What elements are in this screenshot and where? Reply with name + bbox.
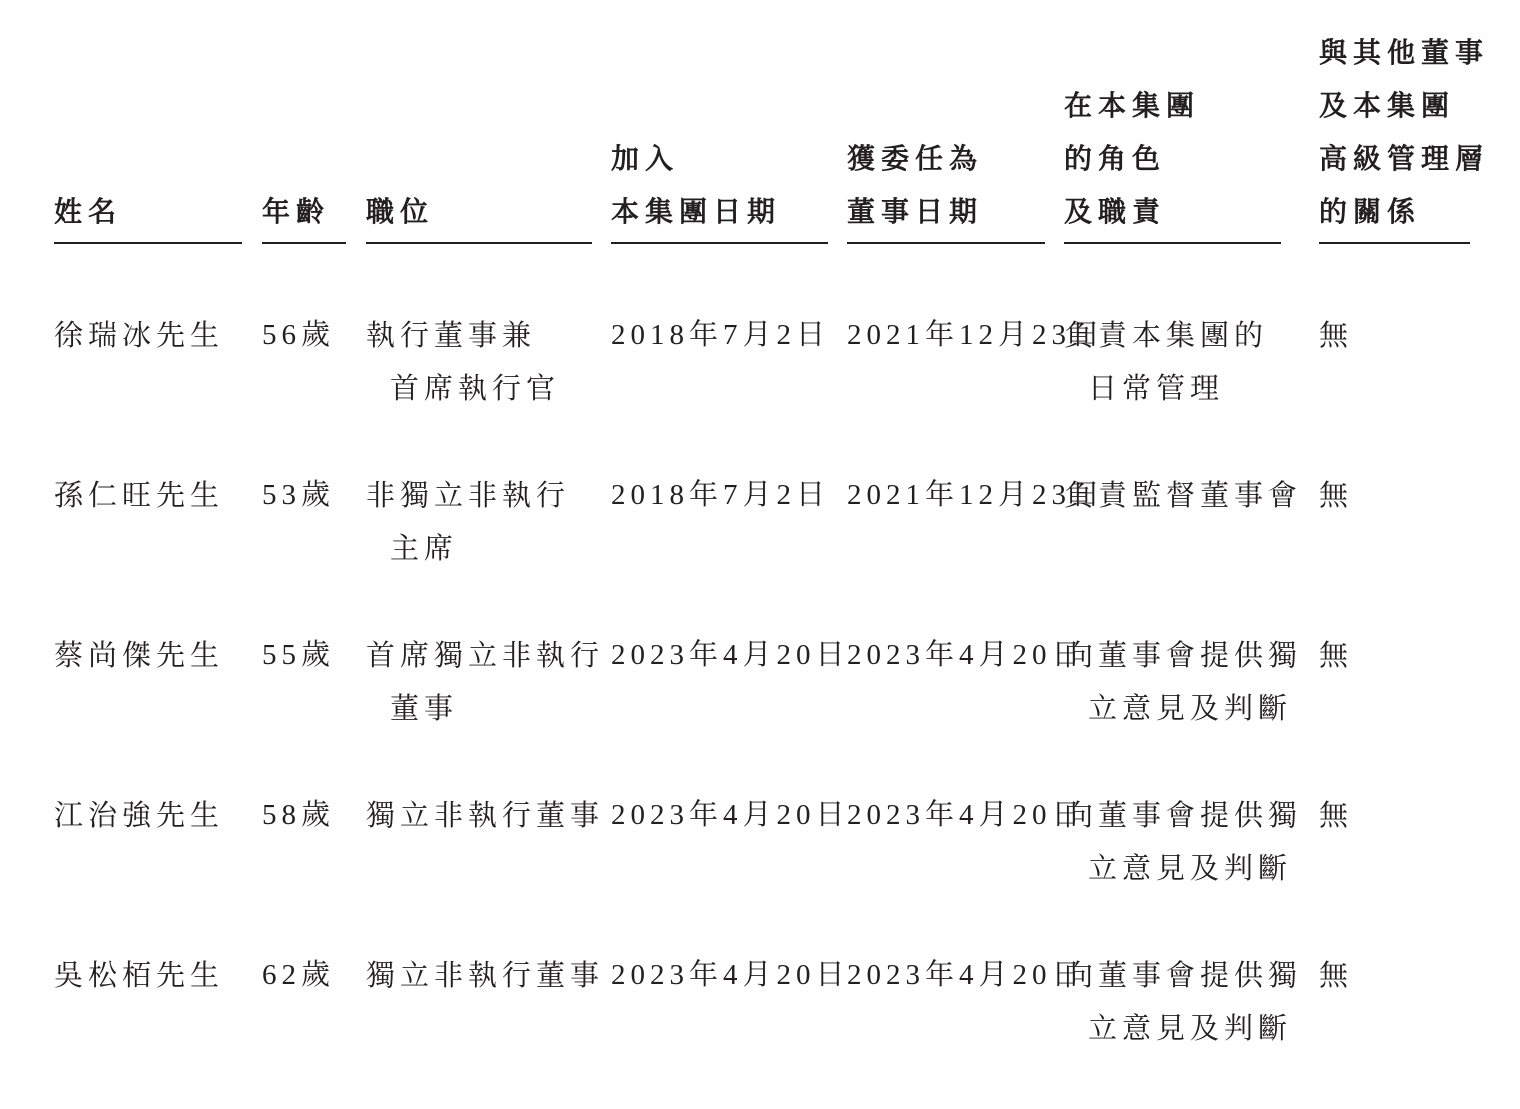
relationship-text: 無 xyxy=(1319,478,1354,512)
director-date-text: 2023年4月20日 xyxy=(847,959,1086,991)
header-name xyxy=(54,0,242,244)
cell-position xyxy=(366,949,604,1002)
position-line: 執行董事兼 xyxy=(366,318,537,352)
cell-join-date xyxy=(611,469,830,522)
position-line: 獨立非執行董事 xyxy=(366,958,605,992)
cell-age xyxy=(262,949,335,1002)
cell-role xyxy=(1064,629,1302,735)
position-line: 主席 xyxy=(390,531,459,565)
position-line: 獨立非執行董事 xyxy=(366,798,605,832)
cell-name xyxy=(54,789,224,842)
cell-relationship xyxy=(1319,309,1353,362)
header-line: 及職責 xyxy=(1064,195,1167,228)
cell-position xyxy=(366,309,560,415)
name-text: 江治強先生 xyxy=(54,798,225,832)
cell-position xyxy=(366,469,570,575)
name-text: 蔡尚傑先生 xyxy=(54,638,225,672)
age-text: 55歲 xyxy=(262,639,336,671)
cell-age xyxy=(262,789,335,842)
cell-role xyxy=(1064,309,1268,415)
header-line: 加入 xyxy=(611,142,680,175)
cell-position xyxy=(366,629,604,735)
cell-join-date xyxy=(611,949,850,1002)
cell-age xyxy=(262,469,335,522)
header-role xyxy=(1064,0,1281,244)
table-row xyxy=(0,949,1520,1109)
role-line: 立意見及判斷 xyxy=(1088,691,1293,725)
position-line: 首席執行官 xyxy=(390,371,561,405)
header-age xyxy=(262,0,346,244)
header-line: 的角色 xyxy=(1064,142,1167,175)
header-position xyxy=(366,0,592,244)
cell-age xyxy=(262,629,335,682)
role-line: 負責本集團的 xyxy=(1064,318,1269,352)
role-line: 立意見及判斷 xyxy=(1088,1011,1293,1045)
header-line: 獲委任為 xyxy=(847,142,984,175)
table-row xyxy=(0,629,1520,789)
header-line: 與其他董事 xyxy=(1319,36,1490,69)
header-director-date xyxy=(847,0,1045,244)
join-date-text: 2023年4月20日 xyxy=(611,639,850,671)
header-line: 高級管理層 xyxy=(1319,142,1490,175)
cell-age xyxy=(262,309,335,362)
position-line: 首席獨立非執行 xyxy=(366,638,605,672)
cell-role xyxy=(1064,949,1302,1055)
director-date-text: 2021年12月23日 xyxy=(847,479,1106,511)
join-date-text: 2023年4月20日 xyxy=(611,959,850,991)
cell-name xyxy=(54,629,224,682)
role-line: 立意見及判斷 xyxy=(1088,851,1293,885)
header-line: 的關係 xyxy=(1319,195,1422,228)
cell-relationship xyxy=(1319,469,1353,522)
age-text: 53歲 xyxy=(262,479,336,511)
age-text: 58歲 xyxy=(262,799,336,831)
header-line: 職位 xyxy=(366,195,435,228)
relationship-text: 無 xyxy=(1319,958,1354,992)
cell-role xyxy=(1064,789,1302,895)
director-date-text: 2023年4月20日 xyxy=(847,639,1086,671)
join-date-text: 2023年4月20日 xyxy=(611,799,850,831)
cell-relationship xyxy=(1319,789,1353,842)
table-row xyxy=(0,309,1520,469)
join-date-text: 2018年7月2日 xyxy=(611,319,831,351)
role-line: 負責監督董事會 xyxy=(1064,478,1303,512)
cell-join-date xyxy=(611,629,850,682)
director-date-text: 2023年4月20日 xyxy=(847,799,1086,831)
cell-join-date xyxy=(611,309,830,362)
cell-name xyxy=(54,949,224,1002)
header-line: 本集團日期 xyxy=(611,195,782,228)
role-line: 日常管理 xyxy=(1088,371,1225,405)
cell-role xyxy=(1064,469,1302,522)
cell-name xyxy=(54,309,224,362)
join-date-text: 2018年7月2日 xyxy=(611,479,831,511)
role-line: 向董事會提供獨 xyxy=(1064,958,1303,992)
header-line: 及本集團 xyxy=(1319,89,1456,122)
cell-relationship xyxy=(1319,629,1353,682)
table-row xyxy=(0,789,1520,949)
name-text: 吳松栢先生 xyxy=(54,958,225,992)
header-line: 在本集團 xyxy=(1064,89,1201,122)
position-line: 非獨立非執行 xyxy=(366,478,571,512)
position-line: 董事 xyxy=(390,691,459,725)
role-line: 向董事會提供獨 xyxy=(1064,798,1303,832)
cell-director-date xyxy=(847,789,1086,842)
header-line: 姓名 xyxy=(54,195,123,228)
relationship-text: 無 xyxy=(1319,318,1354,352)
cell-join-date xyxy=(611,789,850,842)
relationship-text: 無 xyxy=(1319,638,1354,672)
header-relationship xyxy=(1319,0,1490,244)
role-line: 向董事會提供獨 xyxy=(1064,638,1303,672)
cell-relationship xyxy=(1319,949,1353,1002)
cell-position xyxy=(366,789,604,842)
name-text: 孫仁旺先生 xyxy=(54,478,225,512)
header-join-date xyxy=(611,0,828,244)
header-line: 董事日期 xyxy=(847,195,984,228)
cell-director-date xyxy=(847,629,1086,682)
name-text: 徐瑞冰先生 xyxy=(54,318,225,352)
cell-name xyxy=(54,469,224,522)
age-text: 62歲 xyxy=(262,959,336,991)
director-date-text: 2021年12月23日 xyxy=(847,319,1106,351)
relationship-text: 無 xyxy=(1319,798,1354,832)
header-line: 年齡 xyxy=(262,195,331,228)
age-text: 56歲 xyxy=(262,319,336,351)
cell-director-date xyxy=(847,949,1086,1002)
table-row xyxy=(0,469,1520,629)
